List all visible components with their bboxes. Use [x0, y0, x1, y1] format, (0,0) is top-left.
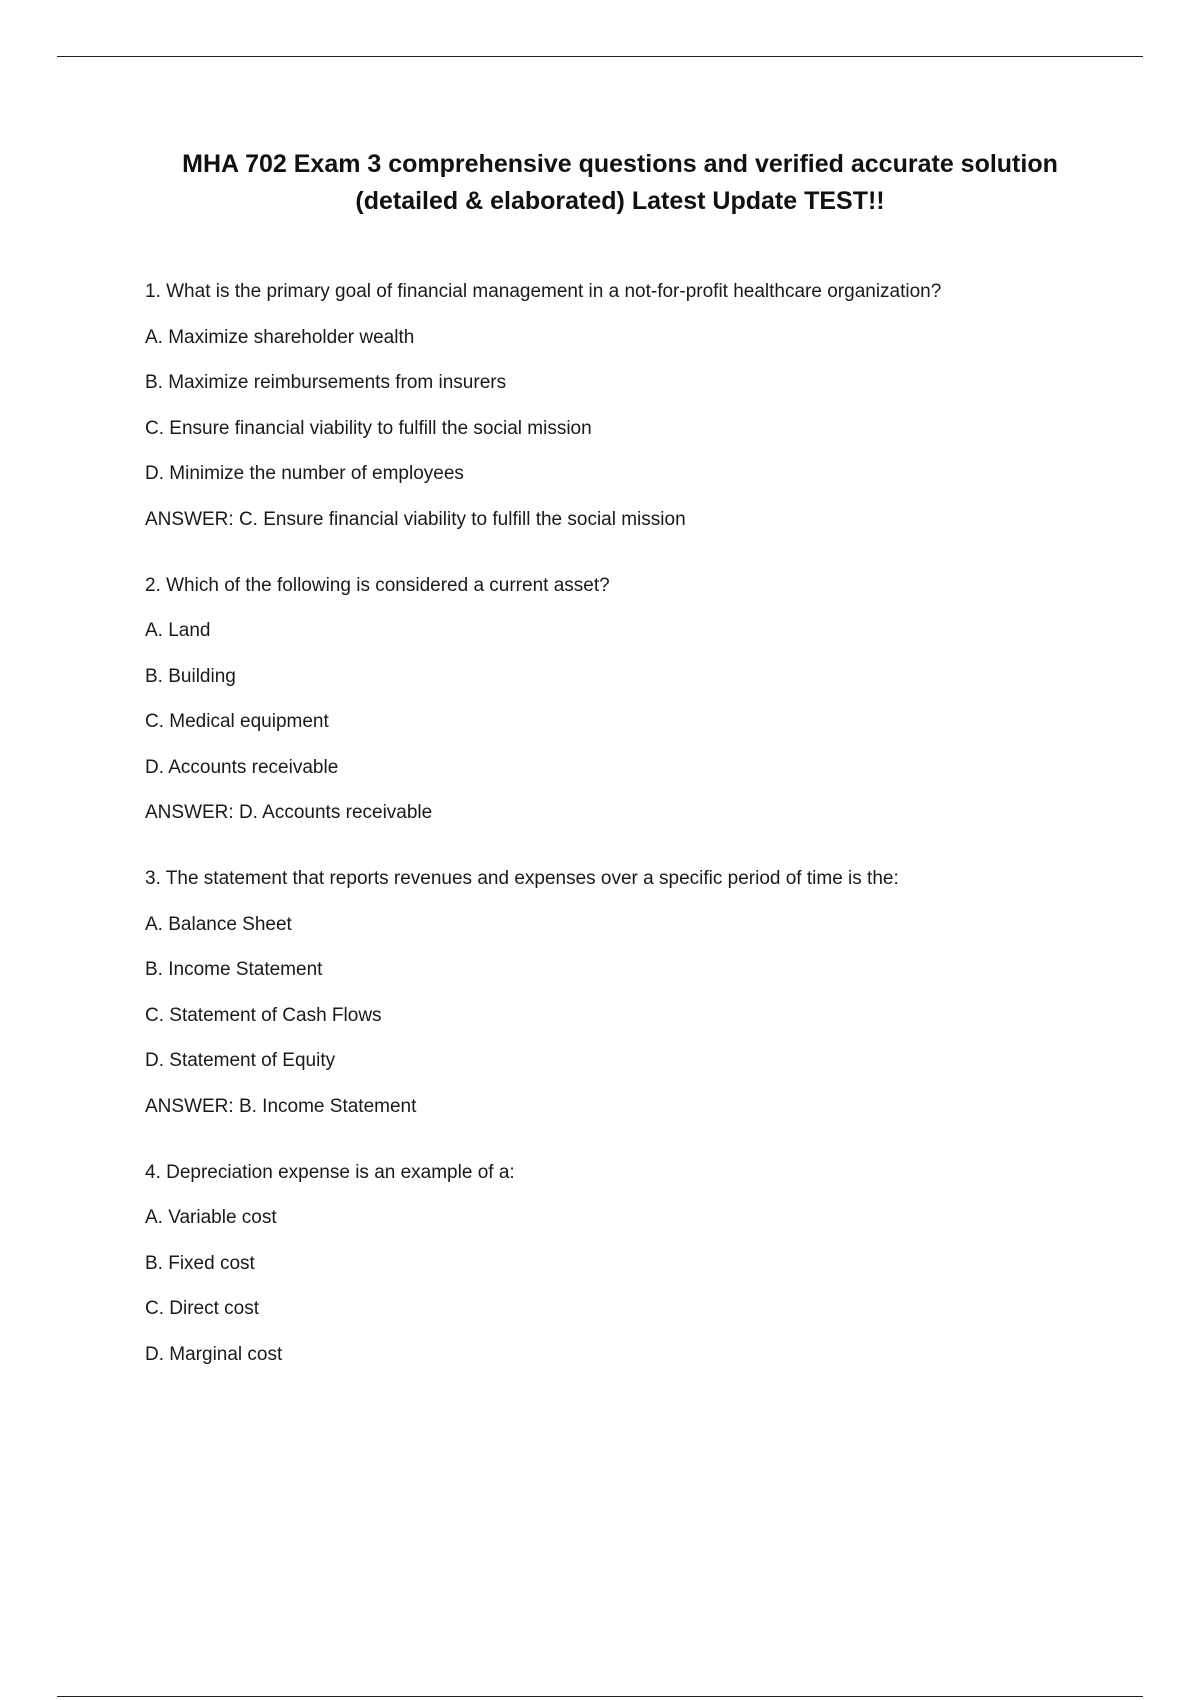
title-line-1: MHA 702 Exam 3 comprehensive questions and verified accurate solution [182, 150, 1058, 178]
question-list [145, 281, 1105, 1410]
answer-line: ANSWER: C. Ensure financial viability to fulfill the social mission [145, 508, 686, 530]
option-b: B. Building [145, 665, 236, 687]
option-c: C. Ensure financial viability to fulfill the social mission [145, 417, 592, 439]
option-a: A. Land [145, 620, 211, 641]
option-c: C. Direct cost [145, 1298, 260, 1319]
question-2 [145, 575, 1105, 825]
question-3 [145, 868, 1105, 1118]
option-a: A. Balance Sheet [145, 913, 292, 935]
option-d: D. Marginal cost [145, 1343, 283, 1365]
option-a: A. Maximize shareholder wealth [145, 326, 415, 348]
option-d: D. Statement of Equity [145, 1050, 336, 1071]
question-4 [145, 1162, 1105, 1366]
option-d: D. Accounts receivable [145, 756, 339, 778]
top-rule [57, 56, 1143, 57]
option-b: B. Maximize reimbursements from insurers [145, 372, 507, 393]
question-prompt: 2. Which of the following is considered a current asset? [145, 574, 610, 596]
option-c: C. Medical equipment [145, 711, 329, 732]
option-c: C. Statement of Cash Flows [145, 1004, 382, 1026]
answer-line: ANSWER: D. Accounts receivable [145, 802, 433, 823]
title-line-2: (detailed & elaborated) Latest Update TEST!! [355, 187, 885, 215]
option-a: A. Variable cost [145, 1207, 277, 1228]
question-prompt: 4. Depreciation expense is an example of a: [145, 1161, 515, 1183]
option-b: B. Income Statement [145, 959, 323, 980]
answer-line: ANSWER: B. Income Statement [145, 1095, 417, 1117]
question-1 [145, 281, 1105, 531]
bottom-rule [57, 1696, 1143, 1697]
option-d: D. Minimize the number of employees [145, 463, 464, 484]
question-prompt: 3. The statement that reports revenues and expenses over a specific period of time is the: [145, 868, 899, 889]
document-title [160, 146, 1080, 220]
question-prompt: 1. What is the primary goal of financial management in a not-for-profit healthcare organization? [145, 281, 942, 302]
option-b: B. Fixed cost [145, 1252, 255, 1274]
